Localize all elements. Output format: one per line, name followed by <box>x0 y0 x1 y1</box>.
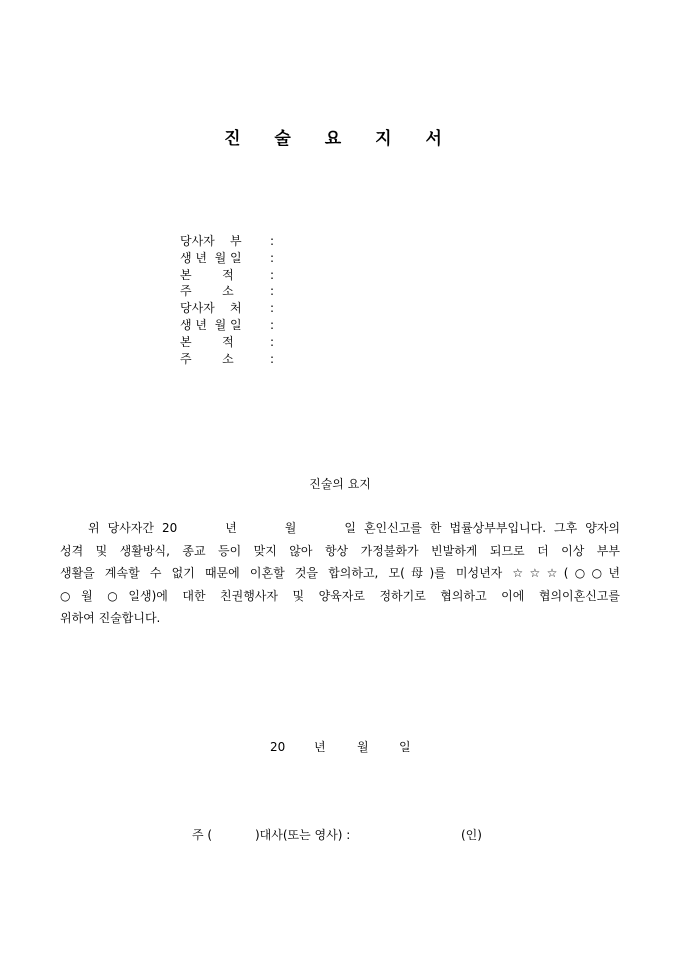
date-prefix: 20 <box>270 740 286 754</box>
body-line: 성격 및 생활방식, 종교 등이 맞지 않아 항상 가정불화가 빈발하게 되므로 더 이상 부부 <box>60 543 620 558</box>
party-row <box>180 351 340 368</box>
signature-prefix: 주 ( <box>192 828 213 842</box>
party-label: 본 적 <box>180 334 234 349</box>
party-label: 본 적 <box>180 267 234 282</box>
body-line: 위 당사자간 20 년 월 일 혼인신고를 한 법률상부부입니다. 그후 양자의 <box>88 521 620 535</box>
party-colon: : <box>270 351 275 366</box>
party-colon: : <box>270 317 275 332</box>
party-colon: : <box>270 250 275 265</box>
date-line <box>270 738 411 755</box>
party-label: 당사자 부 <box>180 234 242 248</box>
document-title: 진 술 요 지 서 <box>224 129 456 149</box>
date-month: 월 <box>357 740 369 754</box>
body-line: 생활을 계속할 수 없기 때문에 이혼할 것을 합의하고, 모(母)를 미성년자 ☆☆☆(○○년 <box>60 566 620 580</box>
party-row <box>180 300 340 317</box>
party-colon: : <box>270 267 275 282</box>
party-label: 생 년 월 일 <box>180 250 242 265</box>
party-row <box>180 283 340 300</box>
party-label: 주 소 <box>180 351 234 366</box>
party-info <box>180 233 340 367</box>
signature-embassy: )대사(또는 영사) : <box>255 828 351 842</box>
party-row <box>180 233 340 250</box>
date-year: 년 <box>314 740 326 754</box>
party-row <box>180 267 340 284</box>
party-row <box>180 317 340 334</box>
party-label: 생 년 월 일 <box>180 317 242 332</box>
section-subtitle: 진술의 요지 <box>309 477 371 491</box>
party-colon: : <box>270 234 275 248</box>
party-colon: : <box>270 334 275 349</box>
seal-mark: (인) <box>461 828 482 842</box>
party-row <box>180 334 340 351</box>
date-day: 일 <box>399 740 411 754</box>
statement-body <box>60 517 620 630</box>
party-colon: : <box>270 301 275 316</box>
body-line: ○월 ○일생)에 대한 친권행사자 및 양육자로 정하기로 협의하고 이에 협의이혼신고를 <box>60 588 620 603</box>
party-row <box>180 250 340 267</box>
party-label: 당사자 처 <box>180 301 242 316</box>
signature-line <box>192 826 482 843</box>
body-line: 위하여 진술합니다. <box>60 611 161 625</box>
party-label: 주 소 <box>180 284 234 299</box>
party-colon: : <box>270 284 275 299</box>
